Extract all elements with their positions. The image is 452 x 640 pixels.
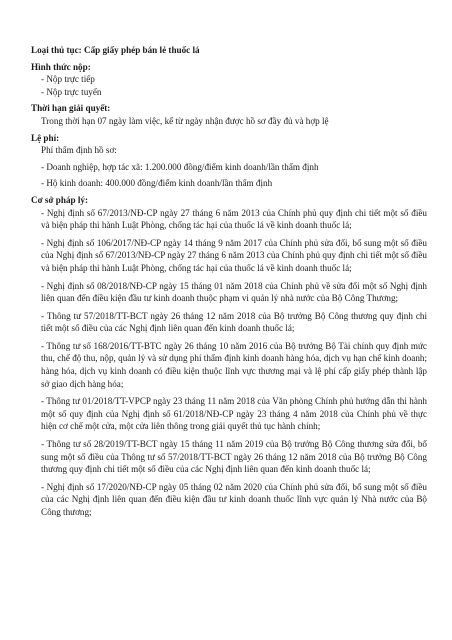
legal-basis-item: - Nghị định số 17/2020/NĐ-CP ngày 05 tháng 02 năm 2020 của Chính phủ sửa đổi, bổ sung một số điều của các Nghị định liên quan đến điều kiện đầu tư kinh doanh thuốc lĩnh vực quản lý Nhà nước của Bộ Công thương; [41, 481, 427, 517]
submission-method-online: - Nộp trực tuyến [41, 86, 102, 97]
fee-intro: Phí thẩm định hồ sơ: [41, 145, 117, 156]
legal-basis-item: - Thông tư số 168/2016/TT-BTC ngày 26 tháng 10 năm 2016 của Bộ trưởng Bộ Tài chính quy định mức thu, chế độ thu, nộp, quản lý và sử dụng phí thẩm định kinh doanh hàng hóa, dịch vụ hạn chế kinh doanh; hàng hóa, dịch vụ kinh doanh có điều kiện thuộc lĩnh vực thương mại và lệ phí cấp giấy phép thành lập sở giao dịch hàng hóa; [41, 340, 427, 389]
deadline-text: Trong thời hạn 07 ngày làm việc, kể từ ngày nhận được hồ sơ đầy đủ và hợp lệ [41, 115, 329, 126]
submission-method-direct: - Nộp trực tiếp [41, 74, 95, 85]
fee-household: - Hộ kinh doanh: 400.000 đồng/điểm kinh doanh/lần thẩm định [41, 178, 273, 189]
legal-basis-item: - Thông tư 01/2018/TT-VPCP ngày 23 tháng 11 năm 2018 của Văn phòng Chính phủ hướng dẫn thi hành một số quy định của Nghị định số 61/2018/NĐ-CP ngày 23 tháng 4 năm 2018 của Chính phủ về thực hiện cơ chế một cửa, một cửa liên thông trong giải quyết thủ tục hành chính; [41, 396, 427, 432]
legal-basis-item: - Nghị định số 67/2013/NĐ-CP ngày 27 tháng 6 năm 2013 của Chính phủ quy định chi tiết một số điều và biện pháp thi hành Luật Phòng, chống tác hại của thuốc lá về kinh doanh thuốc lá; [41, 207, 427, 231]
legal-basis-item: - Nghị định số 106/2017/NĐ-CP ngày 14 tháng 9 năm 2017 của Chính phủ sửa đổi, bổ sung một số điều của Nghị định số 67/2013/NĐ-CP ngày 27 tháng 6 năm 2013 của Chính phủ quy định chi tiết một số điều và biện pháp thi hành Luật Phòng, chống tác hại của thuốc lá về kinh doanh thuốc lá; [41, 237, 427, 273]
fee-enterprise: - Doanh nghiệp, hợp tác xã: 1.200.000 đồng/điểm kinh doanh/lần thẩm định [41, 161, 319, 172]
legal-basis-item: - Thông tư 57/2018/TT-BCT ngày 26 tháng 12 năm 2018 của Bộ trưởng Bộ Công thương quy định chi tiết một số điều của các Nghị định liên quan đến kinh doanh thuốc lá; [41, 310, 427, 334]
legal-heading: Cơ sở pháp lý: [31, 194, 89, 205]
fee-heading: Lệ phí: [31, 132, 60, 143]
submission-heading: Hình thức nộp: [31, 61, 91, 72]
legal-basis-item: - Thông tư số 28/2019/TT-BCT ngày 15 tháng 11 năm 2019 của Bộ trưởng Bộ Công thương sửa đổi, bổ sung một số điều của Thông tư số 57/2018/TT-BCT ngày 26 tháng 12 năm 2018 của Bộ trưởng Bộ Công thương quy định chi tiết một số điều của các Nghị định liên quan đến kinh doanh thuốc lá; [41, 439, 427, 475]
legal-basis-item: - Nghị định số 08/2018/NĐ-CP ngày 15 tháng 01 năm 2018 của Chính phủ về sửa đổi một số Nghị định liên quan đến điều kiện đầu tư kinh doanh thuộc phạm vi quản lý nhà nước của Bộ Công Thương; [41, 280, 427, 304]
procedure-title: Loại thủ tục: Cấp giấy phép bán lẻ thuốc lá [31, 45, 200, 55]
deadline-heading: Thời hạn giải quyết: [31, 103, 111, 114]
document-page [31, 44, 427, 519]
